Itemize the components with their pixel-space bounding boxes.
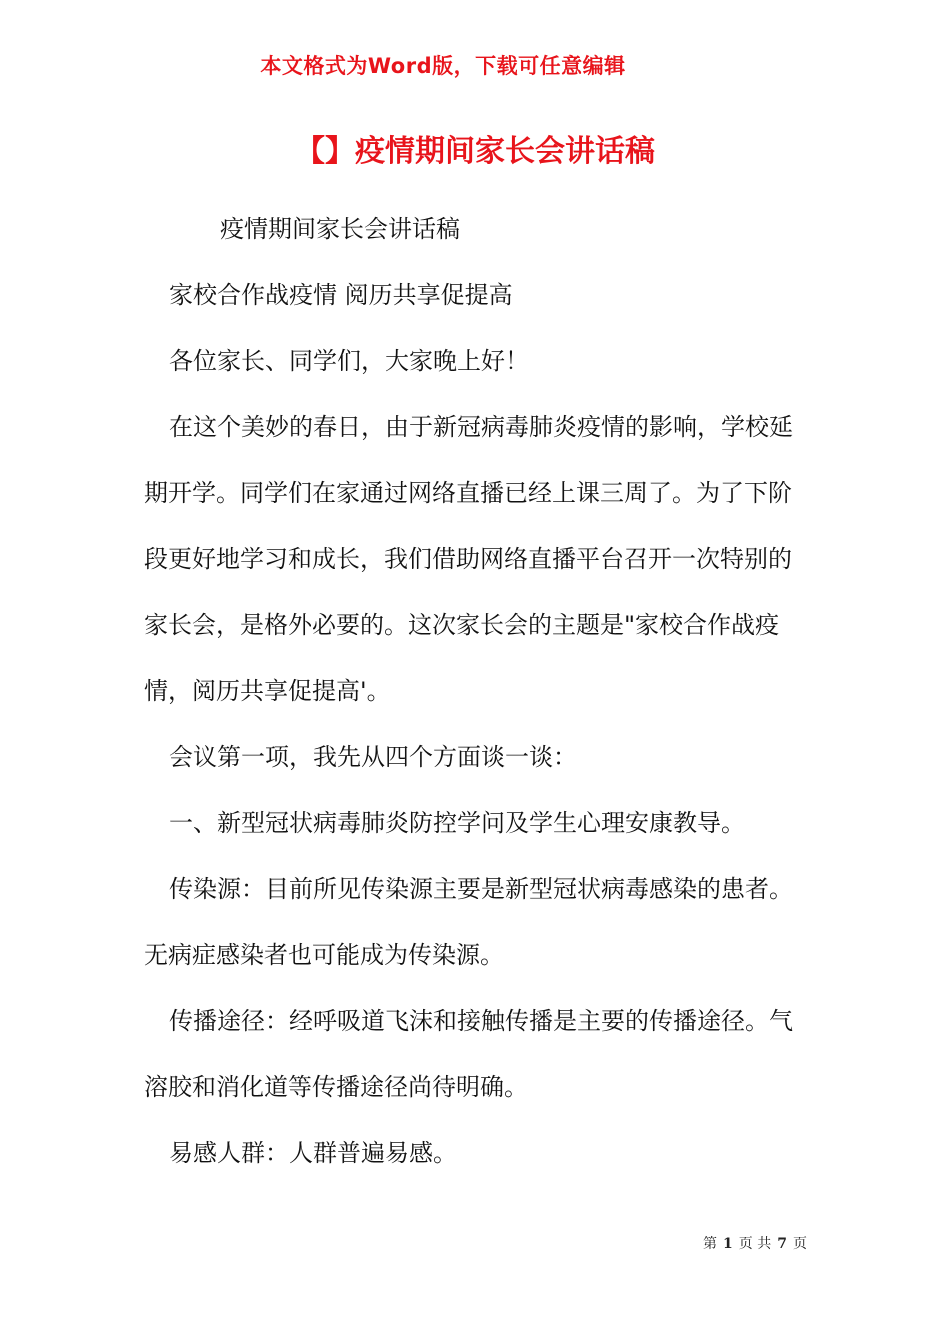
footer-total-pages: 7 bbox=[777, 1236, 787, 1252]
footer-current-page: 1 bbox=[723, 1236, 733, 1252]
transmission-route-paragraph: 传播途径：经呼吸道飞沫和接触传播是主要的传播途径。气溶胶和消化道等传播途径尚待明确。 bbox=[144, 1007, 793, 1101]
section-heading-1: 一、新型冠状病毒肺炎防控学问及学生心理安康教导。 bbox=[169, 809, 745, 837]
document-title: 【】疫情期间家长会讲话稿 bbox=[295, 134, 655, 169]
document-body bbox=[144, 196, 812, 1186]
page-number-footer bbox=[640, 1232, 870, 1256]
subtitle-paragraph: 疫情期间家长会讲话稿 bbox=[220, 215, 460, 243]
footer-prefix: 第 bbox=[703, 1236, 718, 1252]
agenda-paragraph: 会议第一项，我先从四个方面谈一谈： bbox=[169, 743, 577, 771]
infection-source-paragraph: 传染源：目前所见传染源主要是新型冠状病毒感染的患者。无病症感染者也可能成为传染源。 bbox=[144, 875, 793, 969]
intro-paragraph: 在这个美妙的春日，由于新冠病毒肺炎疫情的影响，学校延期开学。同学们在家通过网络直播已经上课三周了。为了下阶段更好地学习和成长，我们借助网络直播平台召开一次特别的家长会，是格外必要的。这次家长会的主题是"家校合作战疫情，阅历共享促提高'。 bbox=[144, 413, 793, 705]
footer-middle: 页 共 bbox=[738, 1236, 772, 1252]
susceptible-population-paragraph: 易感人群：人群普遍易感。 bbox=[169, 1139, 457, 1167]
footer-suffix: 页 bbox=[792, 1236, 807, 1252]
greeting-paragraph: 各位家长、同学们，大家晚上好！ bbox=[169, 347, 529, 375]
download-banner: 本文格式为Word版，下载可任意编辑 bbox=[260, 54, 626, 78]
theme-paragraph: 家校合作战疫情 阅历共享促提高 bbox=[169, 281, 513, 309]
